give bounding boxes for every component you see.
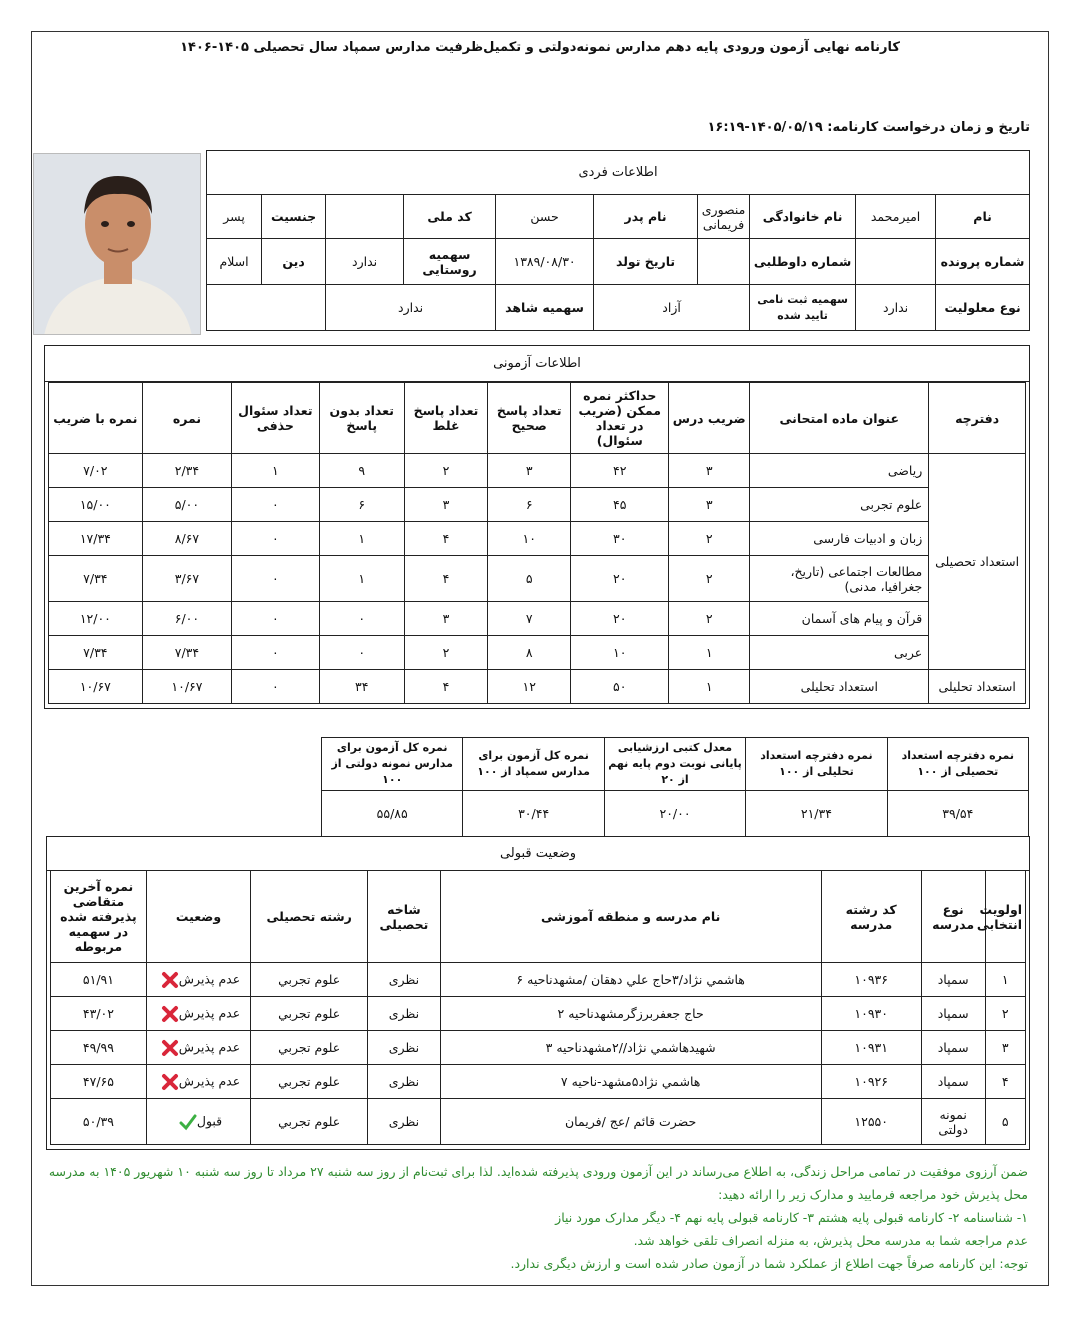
exam-cell-deleted: ۱ [232, 454, 319, 488]
admission-cell-code: ۱۰۹۳۶ [821, 963, 921, 997]
exam-cell-blank: ۱ [319, 522, 404, 556]
exam-cell-max: ۴۵ [571, 488, 669, 522]
admission-cell-last: ۴۷/۶۵ [51, 1065, 147, 1099]
exam-cell-score: ۲/۳۴ [142, 454, 231, 488]
col-status: وضعیت [146, 871, 250, 963]
exam-cell-coef: ۱ [669, 670, 750, 704]
national-code-label: کد ملی [404, 195, 496, 239]
status-text: عدم پذيرش [178, 971, 241, 986]
cross-icon [161, 1005, 179, 1023]
exam-cell-correct: ۶ [488, 488, 571, 522]
exam-cell-score: ۱۰/۶۷ [142, 670, 231, 704]
admission-cell-field: علوم تجربي [251, 963, 368, 997]
admission-cell-priority: ۳ [985, 1031, 1025, 1065]
col-deleted: تعداد سئوال حذفی [232, 383, 319, 454]
cross-icon [161, 1073, 179, 1091]
exam-cell-subject: قرآن و پیام های آسمان [750, 602, 929, 636]
admission-status [146, 1031, 250, 1065]
admission-cell-branch: نظری [368, 1065, 440, 1099]
exam-row [49, 636, 1026, 670]
exam-cell-correct: ۳ [488, 454, 571, 488]
exam-cell-correct: ۱۲ [488, 670, 571, 704]
personal-info-table [206, 150, 1030, 331]
rural-quota-value: ندارد [326, 239, 404, 285]
admission-row [51, 1099, 1026, 1145]
exam-cell-coef: ۲ [669, 602, 750, 636]
file-no-value [856, 239, 936, 285]
admission-cell-priority: ۲ [985, 997, 1025, 1031]
note-line-1: ضمن آرزوی موفقیت در تمامی مراحل زندگی، به اطلاع می‌رساند در این آزمون ورودی پذیرفته شده‌اید. لذا برای ثبت‌نام از روز سه شنبه ۲۷ مرداد تا روز سه شنبه ۱۰ شهریور ۱۴۰۵ به مدرسه [48, 1164, 1028, 1179]
note-line-3: ۱- شناسنامه ۲- کارنامه قبولی پایه هشتم ۳- کارنامه قبولی پایه نهم ۴- دیگر مدارک مورد نیاز [555, 1210, 1028, 1225]
admission-cell-priority: ۱ [985, 963, 1025, 997]
col-school-name: نام مدرسه و منطقه آموزشی [440, 871, 821, 963]
exam-cell-coef: ۲ [669, 522, 750, 556]
status-text: قبول [196, 1113, 223, 1128]
col-field: رشته تحصیلی [251, 871, 368, 963]
exam-cell-max: ۳۰ [571, 522, 669, 556]
exam-cell-blank: ۰ [319, 636, 404, 670]
disability-label: نوع معلولیت [936, 285, 1030, 331]
father-value: حسن [496, 195, 594, 239]
admission-cell-last: ۵۰/۳۹ [51, 1099, 147, 1145]
exam-row [49, 454, 1026, 488]
student-photo [33, 153, 201, 335]
exam-cell-correct: ۷ [488, 602, 571, 636]
summary-value: ۲۰/۰۰ [604, 791, 745, 837]
exam-cell-correct: ۸ [488, 636, 571, 670]
exam-row [49, 488, 1026, 522]
exam-cell-deleted: ۰ [232, 488, 319, 522]
notes [48, 1160, 1028, 1275]
exam-cell-coef: ۳ [669, 454, 750, 488]
father-label: نام پدر [594, 195, 698, 239]
exam-cell-max: ۲۰ [571, 602, 669, 636]
summary-header: معدل کتبی ارزشیابی پایانی نوبت دوم پایه نهم از ۲۰ [604, 738, 745, 791]
note-line-5: توجه: این کارنامه صرفاً جهت اطلاع از عملکرد شما در آزمون صادر شده است و ارزش دیگری ندارد. [510, 1256, 1028, 1271]
family-label: نام خانوادگی [750, 195, 856, 239]
exam-cell-max: ۱۰ [571, 636, 669, 670]
admission-status [146, 963, 250, 997]
cross-icon [161, 1039, 179, 1057]
admission-cell-priority: ۵ [985, 1099, 1025, 1145]
summary-value: ۲۱/۳۴ [746, 791, 887, 837]
admission-header-table [46, 836, 1030, 871]
exam-cell-wrong: ۴ [404, 522, 487, 556]
applicant-no-value [698, 239, 750, 285]
cross-icon [161, 971, 179, 989]
col-branch: شاخه تحصیلی [368, 871, 440, 963]
summary-value: ۳۹/۵۴ [887, 791, 1028, 837]
booklet-academic: استعداد تحصیلی [929, 454, 1026, 670]
exam-cell-subject: زبان و ادبیات فارسی [750, 522, 929, 556]
exam-cell-blank: ۶ [319, 488, 404, 522]
col-coef: ضریب درس [669, 383, 750, 454]
col-blank: تعداد بدون پاسخ [319, 383, 404, 454]
exam-cell-weighted: ۷/۰۲ [49, 454, 143, 488]
note-line-2: محل پذیرش خود مراجعه فرمایید و مدارک زیر را ارائه دهید: [718, 1187, 1028, 1202]
national-code-value [326, 195, 404, 239]
admission-row [51, 963, 1026, 997]
summary-table [321, 737, 1029, 837]
admission-cell-type: سمپاد [921, 1031, 985, 1065]
exam-cell-wrong: ۳ [404, 488, 487, 522]
birth-value: ۱۳۸۹/۰۸/۳۰ [496, 239, 594, 285]
admission-cell-branch: نظری [368, 1031, 440, 1065]
admission-cell-field: علوم تجربي [251, 997, 368, 1031]
admission-cell-school: شهيدهاشمي نژاد//۲مشهدناحيه ۳ [440, 1031, 821, 1065]
col-school-code: کد رشته مدرسه [821, 871, 921, 963]
exam-cell-score: ۸/۶۷ [142, 522, 231, 556]
exam-cell-deleted: ۰ [232, 602, 319, 636]
admission-cell-last: ۵۱/۹۱ [51, 963, 147, 997]
gender-label: جنسیت [262, 195, 326, 239]
request-datetime: تاریخ و زمان درخواست کارنامه: ۱۴۰۵/۰۵/۱۹-۱۶:۱۹ [707, 120, 1030, 135]
admission-cell-type: سمپاد [921, 997, 985, 1031]
exam-cell-wrong: ۴ [404, 670, 487, 704]
admission-cell-type: سمپاد [921, 963, 985, 997]
exam-info-header-table [44, 345, 1030, 382]
disability-value: ندارد [856, 285, 936, 331]
exam-cell-wrong: ۲ [404, 636, 487, 670]
col-last-score: نمره آخرین متقاضی پذیرفته شده در سهمیه مربوطه [51, 871, 147, 963]
empty-cell [207, 285, 326, 331]
summary-value: ۳۰/۴۴ [463, 791, 604, 837]
gender-value: پسر [207, 195, 262, 239]
student-photo-image [34, 154, 201, 335]
exam-cell-deleted: ۰ [232, 556, 319, 602]
exam-cell-subject: ریاضی [750, 454, 929, 488]
admission-cell-code: ۱۲۵۵۰ [821, 1099, 921, 1145]
summary-header: نمره کل آزمون برای مدارس نمونه دولتی از ۱۰۰ [322, 738, 463, 791]
col-subject: عنوان ماده امتحانی [750, 383, 929, 454]
admission-cell-priority: ۴ [985, 1065, 1025, 1099]
exam-cell-max: ۲۰ [571, 556, 669, 602]
exam-cell-deleted: ۰ [232, 670, 319, 704]
shahed-value: ندارد [326, 285, 496, 331]
exam-cell-max: ۴۲ [571, 454, 669, 488]
admission-cell-code: ۱۰۹۳۱ [821, 1031, 921, 1065]
exam-row [49, 602, 1026, 636]
exam-row [49, 556, 1026, 602]
col-weighted: نمره با ضریب [49, 383, 143, 454]
name-value: امیرمحمد [856, 195, 936, 239]
note-line-4: عدم مراجعه شما به مدرسه محل پذیرش، به منزله انصراف تلقی خواهد شد. [633, 1233, 1028, 1248]
admission-status [146, 1065, 250, 1099]
reg-quota-value: آزاد [594, 285, 750, 331]
applicant-no-label: شماره داوطلبی [750, 239, 856, 285]
exam-cell-subject: استعداد تحلیلی [750, 670, 929, 704]
exam-cell-wrong: ۲ [404, 454, 487, 488]
booklet-analytic: استعداد تحلیلی [929, 670, 1026, 704]
summary-header: نمره دفترچه استعداد تحصیلی از ۱۰۰ [887, 738, 1028, 791]
exam-cell-deleted: ۰ [232, 522, 319, 556]
personal-info-header: اطلاعات فردی [207, 151, 1030, 195]
status-text: عدم پذيرش [178, 1039, 241, 1054]
admission-status [146, 1099, 250, 1145]
admission-cell-school: حاج جعفربرزگرمشهدناحيه ۲ [440, 997, 821, 1031]
admission-cell-code: ۱۰۹۲۶ [821, 1065, 921, 1099]
exam-cell-weighted: ۷/۳۴ [49, 556, 143, 602]
exam-cell-score: ۳/۶۷ [142, 556, 231, 602]
col-priority: اولویت انتخابی [985, 871, 1025, 963]
admission-cell-type: سمپاد [921, 1065, 985, 1099]
exam-cell-weighted: ۱۰/۶۷ [49, 670, 143, 704]
admission-row [51, 1031, 1026, 1065]
religion-label: دین [262, 239, 326, 285]
admission-cell-last: ۴۹/۹۹ [51, 1031, 147, 1065]
rural-quota-label: سهمیه روستایی [404, 239, 496, 285]
admission-cell-last: ۴۳/۰۲ [51, 997, 147, 1031]
birth-label: تاریخ تولد [594, 239, 698, 285]
admission-cell-branch: نظری [368, 963, 440, 997]
exam-cell-coef: ۲ [669, 556, 750, 602]
col-correct: تعداد پاسخ صحیح [488, 383, 571, 454]
col-max: حداکثر نمره ممکن (ضریب در تعداد سئوال) [571, 383, 669, 454]
exam-cell-coef: ۳ [669, 488, 750, 522]
admission-table [50, 870, 1026, 1145]
exam-cell-blank: ۹ [319, 454, 404, 488]
col-wrong: تعداد پاسخ غلط [404, 383, 487, 454]
summary-header: نمره کل آزمون برای مدارس سمپاد از ۱۰۰ [463, 738, 604, 791]
exam-info-table [48, 382, 1026, 704]
name-label: نام [936, 195, 1030, 239]
admission-cell-field: علوم تجربي [251, 1065, 368, 1099]
file-no-label: شماره پرونده [936, 239, 1030, 285]
admission-cell-field: علوم تجربي [251, 1031, 368, 1065]
admission-cell-type: نمونه دولتی [921, 1099, 985, 1145]
admission-header: وضعیت قبولی [47, 837, 1030, 871]
exam-cell-blank: ۳۴ [319, 670, 404, 704]
exam-row [49, 522, 1026, 556]
exam-cell-wrong: ۳ [404, 602, 487, 636]
admission-cell-branch: نظری [368, 1099, 440, 1145]
exam-cell-score: ۵/۰۰ [142, 488, 231, 522]
admission-cell-school: هاشمي نژاد۵مشهد-ناحيه ۷ [440, 1065, 821, 1099]
admission-cell-field: علوم تجربي [251, 1099, 368, 1145]
col-booklet: دفترچه [929, 383, 1026, 454]
page-title: کارنامه نهایی آزمون ورودی پایه دهم مدارس نمونه‌دولتی و تکمیل‌ظرفیت مدارس سمپاد سال تحصیلی ۱۴۰۵-۱۴۰۶ [180, 40, 900, 55]
reg-quota-label: سهمیه ثبت نامی تایید شده [750, 285, 856, 331]
admission-status [146, 997, 250, 1031]
religion-value: اسلام [207, 239, 262, 285]
exam-cell-subject: عربی [750, 636, 929, 670]
exam-cell-weighted: ۷/۳۴ [49, 636, 143, 670]
exam-row-analytic [49, 670, 1026, 704]
exam-cell-weighted: ۱۷/۳۴ [49, 522, 143, 556]
admission-row [51, 1065, 1026, 1099]
exam-cell-blank: ۱ [319, 556, 404, 602]
summary-header: نمره دفترچه استعداد تحلیلی از ۱۰۰ [746, 738, 887, 791]
exam-cell-correct: ۵ [488, 556, 571, 602]
status-text: عدم پذيرش [178, 1005, 241, 1020]
admission-cell-branch: نظری [368, 997, 440, 1031]
exam-cell-wrong: ۴ [404, 556, 487, 602]
summary-value: ۵۵/۸۵ [322, 791, 463, 837]
col-score: نمره [142, 383, 231, 454]
exam-cell-max: ۵۰ [571, 670, 669, 704]
family-value: منصوری فریمانی [698, 195, 750, 239]
exam-cell-score: ۶/۰۰ [142, 602, 231, 636]
exam-cell-coef: ۱ [669, 636, 750, 670]
exam-cell-blank: ۰ [319, 602, 404, 636]
exam-cell-subject: علوم تجربی [750, 488, 929, 522]
exam-cell-correct: ۱۰ [488, 522, 571, 556]
check-icon [179, 1113, 197, 1131]
exam-cell-weighted: ۱۵/۰۰ [49, 488, 143, 522]
col-school-type: نوع مدرسه [921, 871, 985, 963]
exam-cell-deleted: ۰ [232, 636, 319, 670]
exam-cell-score: ۷/۳۴ [142, 636, 231, 670]
admission-cell-school: حضرت قائم /عج /فريمان [440, 1099, 821, 1145]
exam-info-header: اطلاعات آزمونی [45, 346, 1030, 382]
status-text: عدم پذيرش [178, 1073, 241, 1088]
admission-cell-school: هاشمي نژاد/۳حاج علي دهقان /مشهدناحيه ۶ [440, 963, 821, 997]
admission-cell-code: ۱۰۹۳۰ [821, 997, 921, 1031]
exam-cell-subject: مطالعات اجتماعی (تاریخ، جغرافیا، مدنی) [750, 556, 929, 602]
exam-cell-weighted: ۱۲/۰۰ [49, 602, 143, 636]
admission-row [51, 997, 1026, 1031]
shahed-label: سهمیه شاهد [496, 285, 594, 331]
